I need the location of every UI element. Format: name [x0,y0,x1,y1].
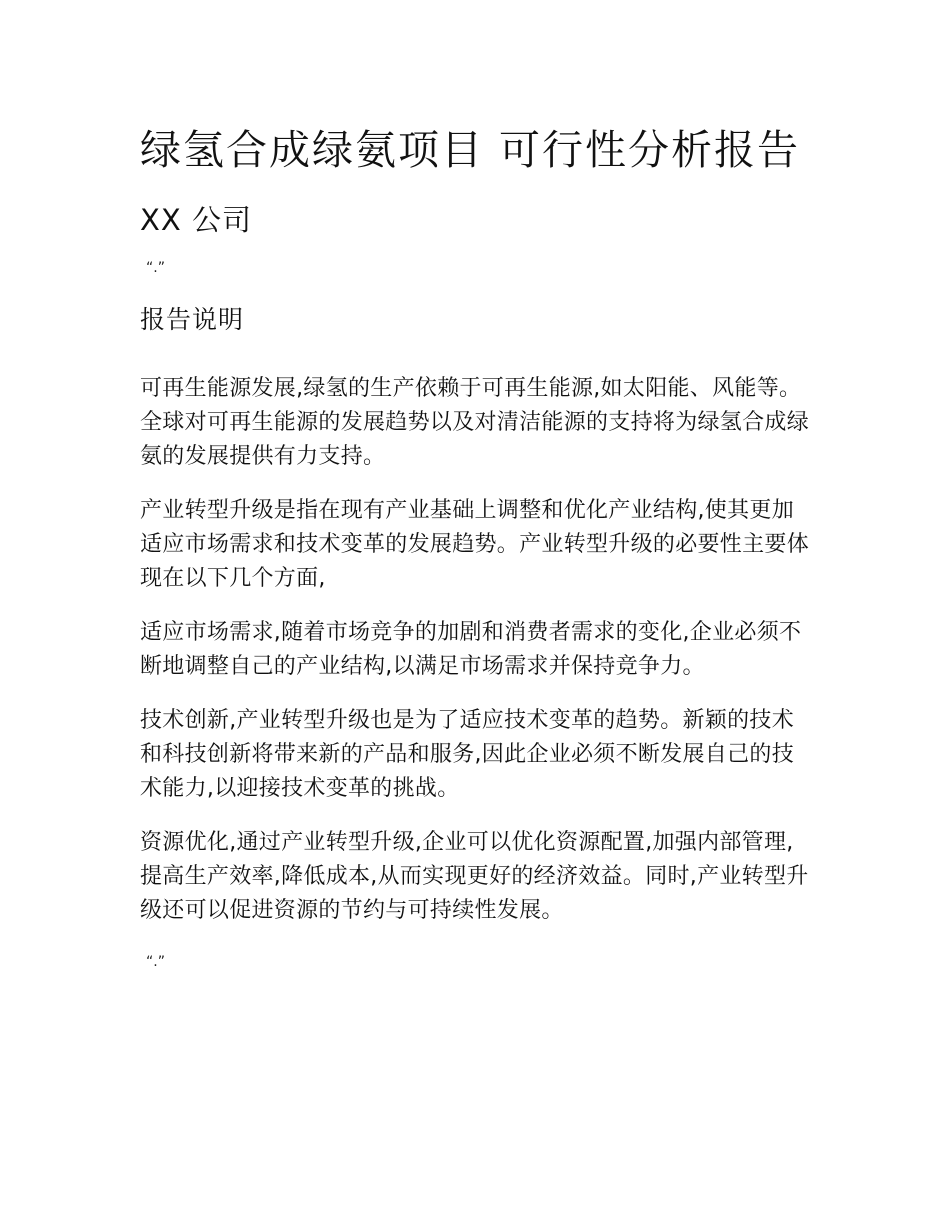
document-content [140,122,810,972]
company-name: XX 公司 [140,203,252,237]
document-title: 绿氢合成绿氨项目 可行性分析报告 [140,126,801,174]
quote-marker-bottom: “.” [146,954,165,970]
paragraph-renewable-energy: 可再生能源发展,绿氢的生产依赖于可再生能源,如太阳能、风能等。全球对可再生能源的发展趋势以及对清洁能源的支持将为绿氢合成绿氨的发展提供有力支持。 [140,376,810,469]
quote-marker-top: “.” [146,260,165,276]
paragraph-technology-innovation: 技术创新,产业转型升级也是为了适应技术变革的趋势。新颖的技术和科技创新将带来新的产品和服务,因此企业必须不断发展自己的技术能力,以迎接技术变革的挑战。 [140,708,794,801]
section-heading: 报告说明 [140,305,245,334]
paragraph-industrial-upgrade: 产业转型升级是指在现有产业基础上调整和优化产业结构,使其更加适应市场需求和技术变革的发展趋势。产业转型升级的必要性主要体现在以下几个方面, [140,498,810,591]
paragraph-resource-optimization: 资源优化,通过产业转型升级,企业可以优化资源配置,加强内部管理,提高生产效率,降低成本,从而实现更好的经济效益。同时,产业转型升级还可以促进资源的节约与可持续性发展。 [140,830,809,923]
paragraph-market-demand: 适应市场需求,随着市场竞争的加剧和消费者需求的变化,企业必须不断地调整自己的产业结构,以满足市场需求并保持竞争力。 [140,620,802,679]
